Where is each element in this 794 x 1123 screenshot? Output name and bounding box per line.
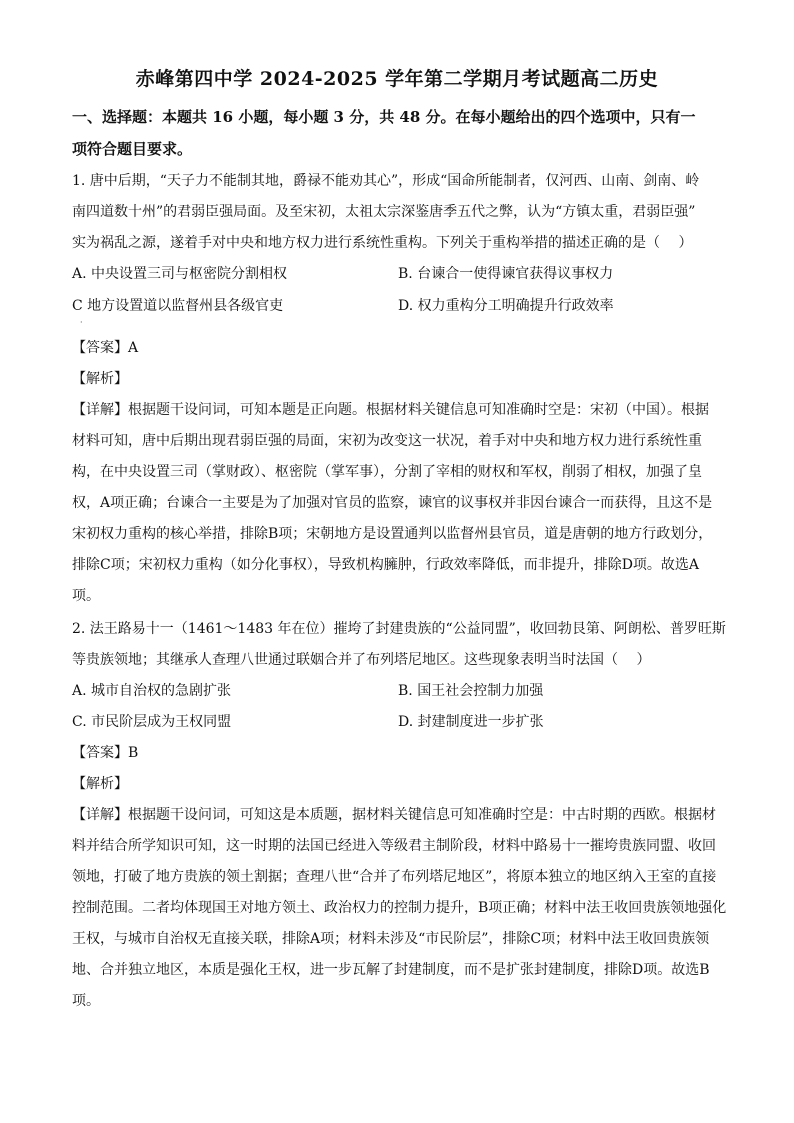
q2-detail-line-7: 项。 xyxy=(72,993,100,1009)
section-heading-line-1: 一、选择题：本题共 16 小题，每小题 3 分，共 48 分。在每小题给出的四个选项中，只有一 xyxy=(72,108,696,126)
q1-detail-line-1: 【详解】根据题干设问词，可知本题是正向题。根据材料关键信息可知准确时空是：宋初（中国）。根据 xyxy=(72,402,709,418)
q1-option-b: B. 台谏合一使得谏官获得议事权力 xyxy=(398,266,614,282)
q2-option-c: C. 市民阶层成为王权同盟 xyxy=(72,714,232,730)
q1-option-c: C 地方设置道以监督州县各级官吏 xyxy=(72,298,284,314)
q2-detail-line-1: 【详解】根据题干设问词，可知这是本质题，据材料关键信息可知准确时空是：中古时期的西欧。根据材 xyxy=(72,807,716,823)
q2-stem-line-1: 2. 法王路易十一（1461～1483 年在位）摧垮了封建贵族的“公益同盟”，收回勃艮第、阿朗松、普罗旺斯 xyxy=(72,621,726,637)
q1-analysis-label: 【解析】 xyxy=(72,371,128,387)
q1-answer: 【答案】A xyxy=(72,340,139,356)
q2-detail-line-3: 领地，打破了地方贵族的领土割据；查理八世“合并了布列塔尼地区”，将原本独立的地区纳入王室的直接 xyxy=(72,869,717,885)
q1-option-a: A. 中央设置三司与枢密院分割相权 xyxy=(72,266,288,282)
q1-stem-line-3: 实为祸乱之源，遂着手对中央和地方权力进行系统性重构。下列关于重构举措的描述正确的是（ ） xyxy=(72,235,693,251)
q1-stem-line-1: 1. 唐中后期，“天子力不能制其地，爵禄不能劝其心”，形成“国命所能制者，仅河西、山南、剑南、岭 xyxy=(72,173,700,189)
q2-stem-line-2: 等贵族领地；其继承人查理八世通过联姻合并了布列塔尼地区。这些现象表明当时法国（ ） xyxy=(72,652,651,668)
q2-option-a: A. 城市自治权的急剧扩张 xyxy=(72,683,232,699)
q1-detail-line-7: 项。 xyxy=(72,588,100,604)
q2-option-d: D. 封建制度进一步扩张 xyxy=(398,714,544,730)
page-title: 赤峰第四中学 2024-2025 学年第二学期月考试题高二历史 xyxy=(135,68,659,90)
q1-stem-line-2: 南四道数十州”的君弱臣强局面。及至宋初，太祖太宗深鉴唐季五代之弊，认为“方镇太重，君弱臣强” xyxy=(72,204,696,220)
q1-option-d: D. 权力重构分工明确提升行政效率 xyxy=(398,298,614,314)
section-heading-line-2: 项符合题目要求。 xyxy=(72,140,193,158)
q2-option-b: B. 国王社会控制力加强 xyxy=(398,683,544,699)
q1-detail-line-5: 宋初权力重构的核心举措，排除B项；宋朝地方是设置通判以监督州县官员，道是唐朝的地方行政划分， xyxy=(72,526,713,542)
q1-detail-line-3: 构，在中央设置三司（掌财政）、枢密院（掌军事），分割了宰相的财权和军权，削弱了相权，加强了皇 xyxy=(72,464,702,480)
q2-detail-line-6: 地、合并独立地区，本质是强化王权，进一步瓦解了封建制度，而不是扩张封建制度，排除D项。故选B xyxy=(72,962,710,978)
q1-detail-line-6: 排除C项；宋初权力重构（如分化事权），导致机构臃肿，行政效率降低，而非提升，排除D项。故选A xyxy=(72,557,700,573)
stray-dot-mark: · xyxy=(80,318,83,327)
q2-detail-line-4: 控制范围。二者均体现国王对地方领土、政治权力的控制力提升，B项正确；材料中法王收回贵族领地强化 xyxy=(72,900,727,916)
q1-detail-line-2: 材料可知，唐中后期出现君弱臣强的局面，宋初为改变这一状况，着手对中央和地方权力进行系统性重 xyxy=(72,433,702,449)
q2-detail-line-2: 料并结合所学知识可知，这一时期的法国已经进入等级君主制阶段，材料中路易十一摧垮贵族同盟、收回 xyxy=(72,838,716,854)
q2-analysis-label: 【解析】 xyxy=(72,776,128,792)
q2-detail-line-5: 王权，与城市自治权无直接关联，排除A项；材料未涉及“市民阶层”，排除C项；材料中法王收回贵族领 xyxy=(72,931,710,947)
q2-answer: 【答案】B xyxy=(72,745,139,761)
q1-detail-line-4: 权，A项正确；台谏合一主要是为了加强对官员的监察，谏官的议事权并非因台谏合一而获得，且这不是 xyxy=(72,495,713,511)
